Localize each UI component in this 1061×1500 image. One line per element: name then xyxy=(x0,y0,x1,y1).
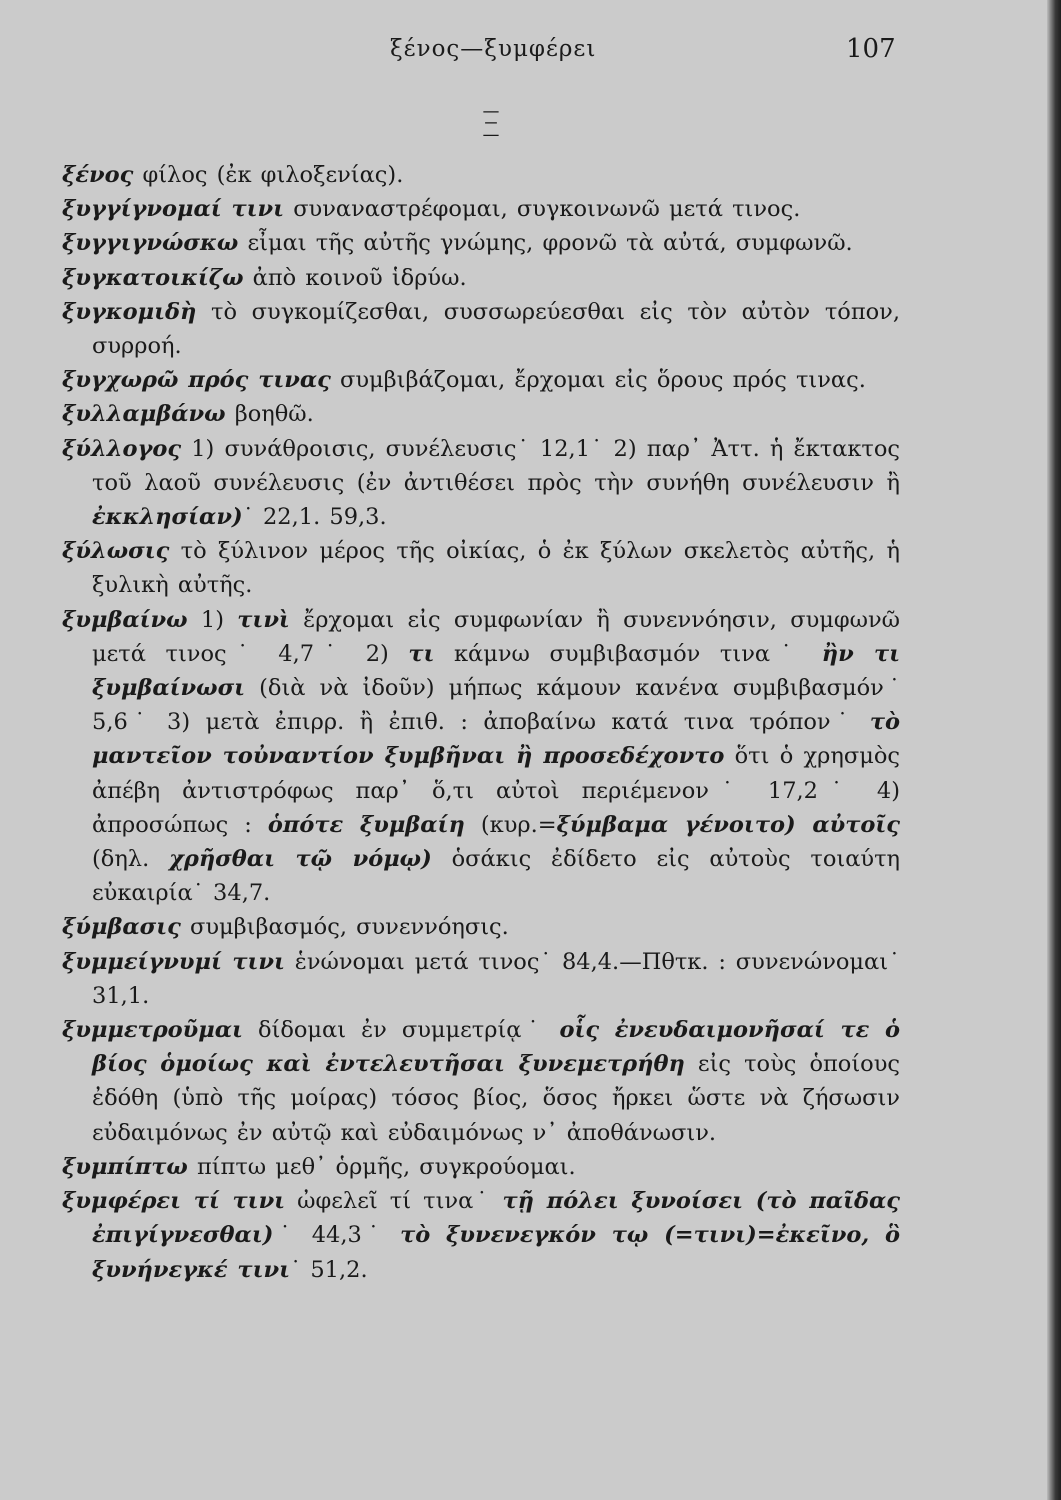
dictionary-entry xyxy=(62,534,900,602)
definition-text: ˙ 51,2. xyxy=(289,1256,368,1283)
headword: ξύλωσις xyxy=(62,538,170,565)
definition-text: (δηλ. xyxy=(92,846,170,873)
definition-text: φίλος (ἐκ φιλοξενίας). xyxy=(133,162,404,188)
italic-phrase: οἷς ἐνευδαιμονῆσαί τε ὁ βίος ὁμοίως καὶ ἐντελευτῆσαι ξυνεμετρήθη xyxy=(92,1017,900,1078)
italic-phrase: τὸ μαντεῖον τοὐναντίον ξυμβῆναι ἢ προσεδέχοντο xyxy=(92,709,900,770)
headword: ξυγκατοικίζω xyxy=(62,264,244,291)
definition-text: ἔρχομαι εἰς συμφωνίαν ἢ συνεννόησιν, συμφωνῶ μετά τινος˙ 4,7˙ 2) xyxy=(92,606,900,667)
page-number: 107 xyxy=(846,34,896,64)
definition-text: ἑνώνομαι μετά τινος˙ 84,4.—Πθτκ. : συνενώνομαι˙ 31,1. xyxy=(92,948,901,1009)
header-title: ξένος—ξυμφέρει xyxy=(390,36,597,62)
definition-text: ˙ 22,1. 59,3. xyxy=(242,504,387,531)
dictionary-entry xyxy=(62,603,900,911)
dictionary-entry xyxy=(62,397,900,431)
headword: ξυμμείγνυμί τινι xyxy=(62,948,285,975)
headword: ξυγγιγνώσκω xyxy=(62,230,239,257)
headword: ξένος xyxy=(62,162,134,188)
dictionary-entry xyxy=(62,261,900,295)
definition-text: εἶμαι τῆς αὐτῆς γνώμης, φρονῶ τὰ αὐτά, συμφωνῶ. xyxy=(238,230,853,257)
italic-phrase: τινὶ xyxy=(237,606,290,633)
definition-text: 1) xyxy=(187,606,238,633)
section-letter: Ξ xyxy=(480,105,502,145)
definition-text: συμβιβάζομαι, ἔρχομαι εἰς ὅρους πρός τινας. xyxy=(330,367,866,394)
dictionary-entry xyxy=(62,1013,900,1150)
italic-phrase: χρῆσθαι τῷ νόμῳ) xyxy=(169,846,432,873)
dictionary-entry xyxy=(62,158,900,192)
definition-text: πίπτω μεθ᾽ ὁρμῆς, συγκρούομαι. xyxy=(187,1153,576,1180)
definition-text: εἰς τοὺς ὁποίους ἐδόθη (ὑπὸ τῆς μοίρας) τόσος βίος, ὅσος ἤρκει ὥστε νὰ ζήσωσιν εὐδαιμόνως ἐν αὐτῷ καὶ εὐδαιμόνως ν᾽ ἀποθάνωσιν. xyxy=(92,1051,900,1146)
italic-phrase: ἢν τι ξυμβαίνωσι xyxy=(92,640,900,702)
headword: ξυγκομιδὴ xyxy=(62,298,197,325)
definition-text: συμβιβασμός, συνεννόησις. xyxy=(180,914,509,941)
headword: ξύμβασις xyxy=(62,914,181,941)
dictionary-entry xyxy=(62,432,900,535)
definition-text: ˙ 44,3˙ xyxy=(273,1222,401,1249)
headword: ξύλλογος xyxy=(62,435,182,462)
definition-text: δίδομαι ἐν συμμετρίᾳ˙ xyxy=(242,1017,560,1044)
definition-text: 1) συνάθροισις, συνέλευσις˙ 12,1˙ 2) παρ᾽ Ἀττ. ἡ ἔκτακτος τοῦ λαοῦ συνέλευσις (ἐν ἀντιθέσει πρὸς τὴν συνήθη συνέλευσιν ἢ xyxy=(92,435,900,496)
dictionary-entry xyxy=(62,945,900,1013)
italic-phrase: τὸ ξυνενεγκόν τῳ (=τινι)=ἐκεῖνο, ὃ ξυνήνεγκέ τινι xyxy=(92,1222,900,1283)
definition-text: ἀπὸ κοινοῦ ἱδρύω. xyxy=(243,264,467,291)
italic-phrase: ξύμβαμα γένοιτο) αὐτοῖς xyxy=(556,811,900,838)
definition-text: κάμνω συμβιβασμόν τινα˙ xyxy=(434,640,822,667)
dictionary-entry xyxy=(62,1184,900,1287)
headword: ξυμφέρει τί τινι xyxy=(62,1188,286,1215)
dictionary-entry xyxy=(62,192,900,226)
headword: ξυμπίπτω xyxy=(62,1153,188,1180)
dictionary-entry xyxy=(62,910,900,944)
headword: ξυμμετροῦμαι xyxy=(62,1017,243,1044)
headword: ξυμβαίνω xyxy=(62,606,188,633)
dictionary-entry xyxy=(62,295,900,363)
definition-text: συναναστρέφομαι, συγκοινωνῶ μετά τινος. xyxy=(284,196,801,223)
headword: ξυγγίγνομαί τινι xyxy=(62,196,285,223)
italic-phrase: τῇ πόλει ξυνοίσει (τὸ παῖδας ἐπιγίγνεσθαι) xyxy=(92,1188,900,1249)
italic-phrase: τι xyxy=(408,640,435,667)
definition-text: (κυρ.= xyxy=(464,811,557,838)
definition-text: τὸ ξύλινον μέρος τῆς οἰκίας, ὁ ἐκ ξύλων σκελετὸς αὐτῆς, ἡ ξυλικὴ αὐτῆς. xyxy=(92,538,900,599)
running-head xyxy=(0,36,1061,66)
definition-text: ὁσάκις ἐδίδετο εἰς αὐτοὺς τοιαύτη εὐκαιρία˙ 34,7. xyxy=(92,846,901,907)
page-edge xyxy=(1047,0,1061,1500)
dictionary-entry xyxy=(62,226,900,260)
italic-phrase: ὁπότε ξυμβαίη xyxy=(267,811,465,838)
dictionary-entry xyxy=(62,363,900,397)
definition-text: (διὰ νὰ ἰδοῦν) μήπως κάμουν κανένα συμβιβασμόν˙ 5,6˙ 3) μετὰ ἐπιρρ. ἢ ἐπιθ. : ἀποβαίνω κατά τινα τρόπον˙ xyxy=(92,675,900,736)
dictionary-entry xyxy=(62,1150,900,1184)
headword: ξυγχωρῶ πρός τινας xyxy=(62,367,331,394)
definition-text: βοηθῶ. xyxy=(225,401,314,428)
definition-text: ὠφελεῖ τί τινα˙ xyxy=(285,1188,503,1215)
dictionary-entries xyxy=(62,158,900,1287)
definition-text: ὅτι ὁ χρησμὸς ἀπέβη ἀντιστρόφως παρ᾽ ὅ,τι αὐτοὶ περιέμενον˙ 17,2˙ 4) ἀπροσώπως : xyxy=(92,743,900,838)
italic-phrase: ἐκκλησίαν) xyxy=(92,504,243,531)
definition-text: τὸ συγκομίζεσθαι, συσσωρεύεσθαι εἰς τὸν αὐτὸν τόπον, συρροή. xyxy=(92,298,900,360)
headword: ξυλλαμβάνω xyxy=(62,401,226,428)
